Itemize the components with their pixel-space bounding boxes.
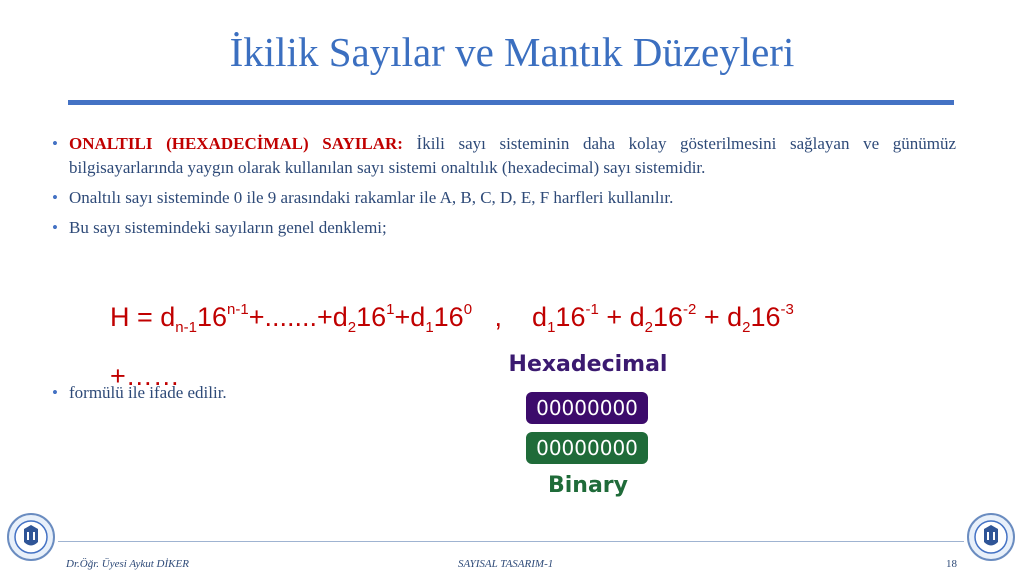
binary-value-display: 00000000 [526,432,648,464]
footer-course: SAYISAL TASARIM-1 [458,558,554,570]
bullet-list [52,132,956,246]
bullet-list-end [52,381,227,405]
hexadecimal-value-display: 00000000 [526,392,648,424]
bullet-text: İkili sayı sisteminin daha kolay gösterilmesini sağlayan ve günümüz bilgisayarlarında yaygın olarak kullanılan sayı sistemi onaltılık (hexadecimal) sayı sistemidir. [69,134,956,177]
binary-label: Binary [547,473,628,498]
bullet-equation-intro: • Bu sayı sistemindeki sayıların genel denklemi; [52,216,956,240]
slide-title: İkilik Sayılar ve Mantık Düzeyleri [229,29,795,75]
footer-author: Dr.Öğr. Üyesi Aykut DİKER [66,558,189,570]
page-number: 18 [946,558,957,570]
hexadecimal-label: Hexadecimal [508,352,668,377]
bullet-digits: • Onaltılı sayı sisteminde 0 ile 9 arasındaki rakamlar ile A, B, C, D, E, F harfleri kullanılır. [52,186,956,210]
general-equation: $H = d_{n-1}16^{n-1}+.......+d_216^1+d_116^0$ , $d_116^{-1} + d_216^{-2} + d_216^{-3}$ +…… [110,301,794,391]
university-logo-icon [6,512,56,562]
footer-divider [58,541,964,542]
bullet-label: ONALTILI (HEXADECİMAL) SAYILAR: [69,134,403,153]
university-logo-icon [966,512,1016,562]
bullet-formula-note: • formülü ile ifade edilir. [52,381,227,405]
bullet-hexadecimal-definition [52,132,956,180]
title-divider [68,100,954,105]
